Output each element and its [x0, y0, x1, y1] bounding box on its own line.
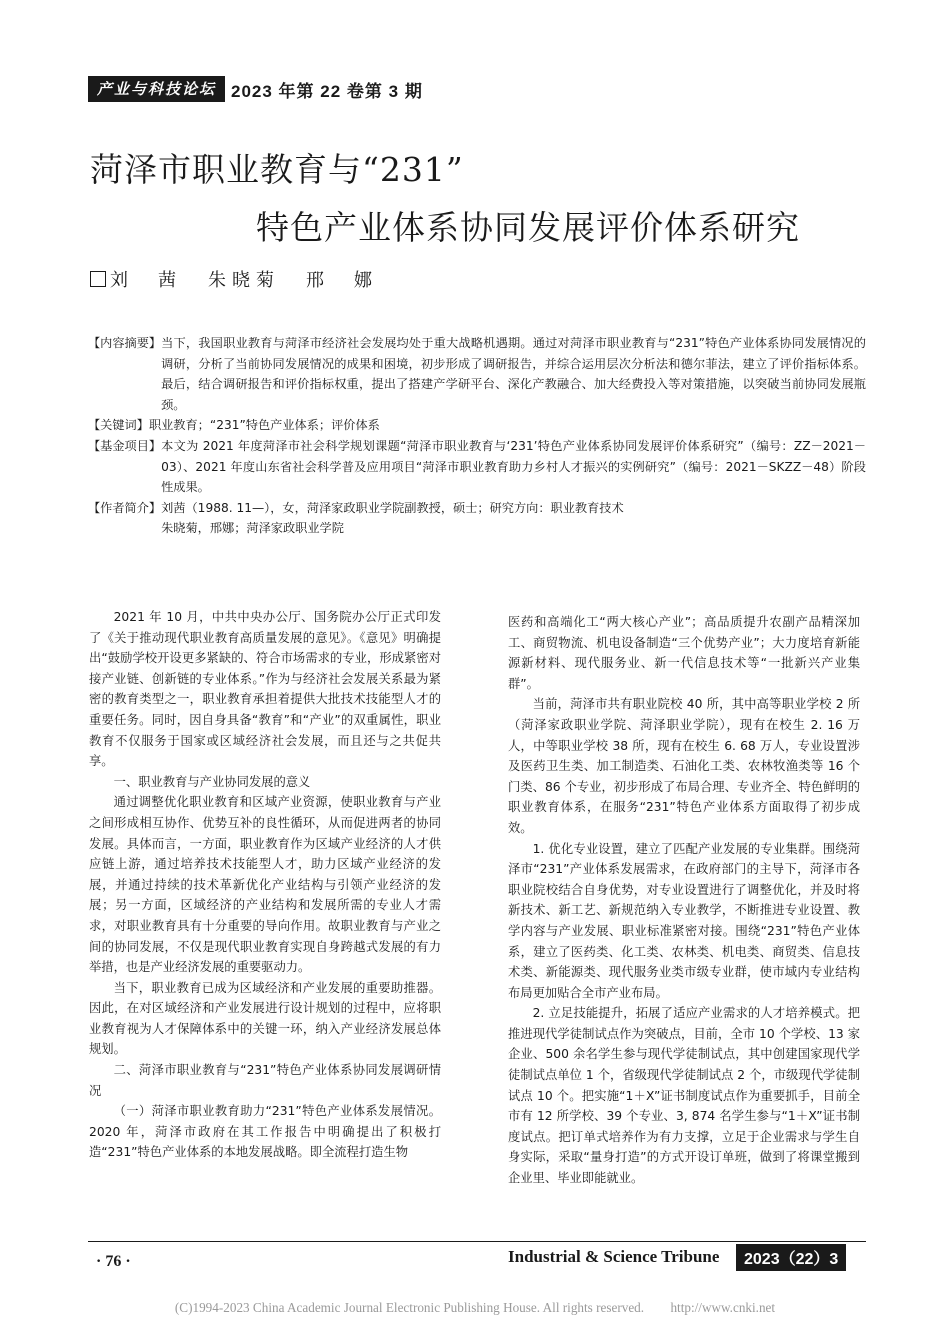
author-bio-item — [88, 498, 866, 539]
page-number: · 76 · — [96, 1253, 131, 1270]
author-bio-label: 【作者简介】 — [88, 500, 162, 515]
square-bullet-icon — [90, 271, 106, 287]
footer-journal-name: Industrial & Science Tribune — [508, 1247, 720, 1266]
paragraph: 通过调整优化职业教育和区域产业资源，使职业教育与产业之间形成相互协作、优势互补的良性循环，从而促进两者的协同发展。具体而言，一方面，职业教育作为区域产业经济的人才供应链上游，通过培养技术技能型人才，助力区域产业经济的发展，并通过持续的技术革新优化产业结构与引领产业经济的发展；另一方面，区域经济的产业结构和发展所需的专业人才需求，对职业教育具有十分重要的导向作用。故职业教育与产业之间的协同发展，不仅是现代职业教育实现自身跨越式发展的有力举措，也是产业经济发展的重要驱动力。 — [89, 795, 441, 975]
copyright-notice: (C)1994-2023 China Academic Journal Electronic Publishing House. All rights reserved. http://www.cnki.net — [174, 1300, 776, 1315]
journal-header — [88, 76, 423, 102]
fund-label: 【基金项目】 — [88, 438, 162, 453]
keywords-item — [88, 415, 866, 436]
footer-issue-badge: 2023（22）3 — [736, 1244, 846, 1271]
fund-text: 本文为 2021 年度菏泽市社会科学规划课题“菏泽市职业教育与‘231’特色产业体系协同发展评价体系研究”（编号：ZZ－2021－03）、2021 年度山东省社会科学普及应用项目“菏泽市职业教育助力乡村人才振兴的实例研究”（编号：2021－SKZZ－48）阶段性成果。 — [161, 438, 866, 495]
paragraph: 当前，菏泽市共有职业院校 40 所，其中高等职业学校 2 所（菏泽家政职业学院、菏泽职业学院），现有在校生 2. 16 万人，中等职业学校 38 所，现有在校生 6. 68 万人，专业设置涉及医药卫生类、加工制造类、石油化工类、农林牧渔类等 16 个门类、86 个专业，初步形成了布局合理、专业齐全、特色鲜明的职业教育体系，在服务“231”特色产业体系方面取得了初步成效。 — [508, 697, 860, 835]
author-name: 朱晓菊 — [208, 270, 280, 291]
issue-label: 2023 年第 22 卷第 3 期 — [231, 81, 423, 101]
abstract-block — [88, 333, 866, 539]
article-title-line2: 特色产业体系协同发展评价体系研究 — [256, 208, 800, 247]
keywords-label: 【关键词】 — [88, 418, 149, 433]
section-heading: 一、职业教育与产业协同发展的意义 — [113, 774, 311, 789]
journal-name: 产业与科技论坛 — [88, 76, 225, 102]
keywords-text: 职业教育；“231”特色产业体系；评价体系 — [148, 418, 380, 433]
abstract-label: 【内容摘要】 — [88, 336, 162, 350]
author-bio-text: 刘茜（1988. 11—），女，菏泽家政职业学院副教授，硕士；研究方向：职业教育技术 — [161, 500, 624, 515]
fund-item — [88, 436, 866, 498]
body-column-left — [89, 607, 441, 1163]
paragraph: 1. 优化专业设置，建立了匹配产业发展的专业集群。围绕菏泽市“231”产业体系发展需求，在政府部门的主导下，菏泽市各职业院校结合自身优势，对专业设置进行了调整优化，并及时将新技术、新工艺、新规范纳入专业教学，不断推进专业设置、教学内容与产业发展、职业标准紧密对接。围绕“231”特色产业体系，建立了医药类、化工类、农林类、机电类、商贸类、信息技术类、新能源类、现代服务业类市级专业群，使市域内专业结构布局更加贴合全市产业布局。 — [508, 841, 860, 1000]
abstract-item — [88, 333, 866, 415]
footer-divider — [88, 1241, 866, 1242]
paragraph: 2021 年 10 月，中共中央办公厅、国务院办公厅正式印发了《关于推动现代职业教育高质量发展的意见》。《意见》明确提出“鼓励学校开设更多紧缺的、符合市场需求的专业，形成紧密对接产业链、创新链的专业体系。”作为与经济社会发展关系最为紧密的教育类型之一，职业教育承担着提供大批技术技能型人才的重要任务。同时，因自身具备“教育”和“产业”的双重属性，职业教育不仅服务于国家或区域经济社会发展，而且还与之共促共享。 — [89, 610, 441, 769]
paragraph: 当下，职业教育已成为区域经济和产业发展的重要助推器。因此，在对区域经济和产业发展进行设计规划的过程中，应将职业教育视为人才保障体系中的关键一环，纳入产业经济发展总体规划。 — [89, 980, 441, 1057]
author-line — [90, 266, 404, 292]
author-name: 邢 娜 — [306, 270, 378, 291]
paragraph: 2. 立足技能提升，拓展了适应产业需求的人才培养模式。把推进现代学徒制试点作为突破点，目前，全市 10 个学校、13 家企业、500 余名学生参与现代学徒制试点，其中创建国家现代学徒制试点单位 1 个，省级现代学徒制试点 2 个，市级现代学徒制试点 10 个。把实施“1＋X”证书制度试点作为重要抓手，目前全市有 12 所学校、39 个专业、3, 874 名学生参与“1＋X”证书制度试点。把订单式培养作为有力支撑，立足于企业需求与学生自身实际，采取“量身打造”的方式开设订单班，做到了将课堂搬到企业里、毕业即能就业。 — [508, 1006, 860, 1186]
abstract-text: 当下，我国职业教育与菏泽市经济社会发展均处于重大战略机遇期。通过对菏泽市职业教育与“231”特色产业体系协同发展情况的调研，分析了当前协同发展情况的成果和困境，初步形成了调研报告，并综合运用层次分析法和德尔菲法，建立了评价指标体系。最后，结合调研报告和评价指标权重，提出了搭建产学研平台、深化产教融合、加大经费投入等对策措施，以突破当前协同发展瓶颈。 — [161, 336, 866, 412]
paragraph: 医药和高端化工“两大核心产业”；高品质提升农副产品精深加工、商贸物流、机电设备制造“三个优势产业”；大力度培育新能源新材料、现代服务业、新一代信息技术等“一批新兴产业集群”。 — [508, 615, 860, 691]
body-column-right — [508, 612, 860, 1189]
article-title-line1: 菏泽市职业教育与“231” — [90, 150, 464, 189]
section-heading: 二、菏泽市职业教育与“231”特色产业体系协同发展调研情况 — [89, 1063, 441, 1098]
author-name: 刘 茜 — [110, 270, 182, 291]
paragraph: （一）菏泽市职业教育助力“231”特色产业体系发展情况。2020 年，菏泽市政府在其工作报告中明确提出了积极打造“231”特色产业体系的本地发展战略。即全流程打造生物 — [89, 1104, 441, 1160]
author-bio-text: 朱晓菊，邢娜；菏泽家政职业学院 — [161, 521, 344, 536]
